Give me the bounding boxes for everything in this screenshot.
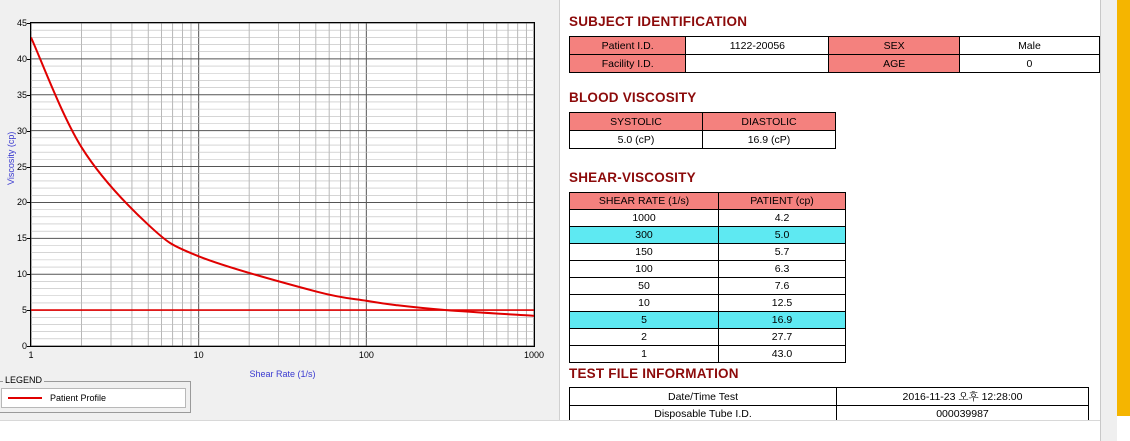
patient-cp-cell: 7.6	[719, 278, 846, 295]
sex-value: Male	[959, 37, 1099, 55]
subject-table	[569, 36, 1100, 73]
table-row	[570, 227, 846, 244]
y-tick-label: 10	[16, 269, 27, 280]
chart-series-line	[31, 37, 534, 315]
shear-viscosity-body	[570, 210, 846, 363]
tube-id-value: 000039987	[837, 406, 1089, 423]
facility-id-label: Facility I.D.	[570, 55, 686, 73]
table-row	[570, 55, 1100, 73]
legend-title: LEGEND	[5, 375, 43, 385]
date-time-test-label: Date/Time Test	[570, 388, 837, 406]
subject-section-title: SUBJECT IDENTIFICATION	[569, 14, 748, 29]
chart-legend	[0, 375, 191, 413]
right-edge-accent	[1117, 0, 1130, 416]
table-row	[570, 37, 1100, 55]
chart-plot-area	[16, 18, 545, 360]
table-row	[570, 346, 846, 363]
shear-rate-cell: 5	[570, 312, 719, 329]
age-label: AGE	[829, 55, 959, 73]
shear-rate-cell: 100	[570, 261, 719, 278]
patient-cp-cell: 5.7	[719, 244, 846, 261]
x-tick-label: 10	[193, 350, 204, 360]
subject-identification-block	[569, 14, 1100, 73]
legend-item-label: Patient Profile	[50, 393, 107, 403]
patient-cp-cell: 4.2	[719, 210, 846, 227]
y-tick-mark	[27, 95, 31, 96]
blood-viscosity-table	[569, 112, 836, 149]
shear-rate-cell: 300	[570, 227, 719, 244]
y-tick-mark	[27, 59, 31, 60]
blood-viscosity-block	[569, 90, 836, 149]
shear-rate-cell: 10	[570, 295, 719, 312]
sex-label: SEX	[829, 37, 959, 55]
table-row	[570, 388, 1089, 406]
table-row	[570, 210, 846, 227]
diastolic-value: 16.9 (cP)	[703, 131, 836, 149]
table-row	[570, 278, 846, 295]
bottom-strip	[0, 420, 1100, 441]
systolic-value: 5.0 (cP)	[570, 131, 703, 149]
table-row	[570, 244, 846, 261]
data-panel	[560, 0, 1100, 441]
y-tick-label: 40	[16, 53, 27, 64]
shear-rate-cell: 50	[570, 278, 719, 295]
chart-panel	[0, 0, 560, 420]
y-tick-mark	[27, 202, 31, 203]
shear-viscosity-block	[569, 170, 846, 363]
y-tick-label: 35	[16, 89, 27, 100]
patient-cp-cell: 16.9	[719, 312, 846, 329]
y-axis-label: Viscosity (cp)	[6, 131, 16, 185]
y-tick-label: 20	[16, 197, 27, 208]
y-tick-mark	[27, 346, 31, 347]
test-file-information-block	[569, 366, 1089, 423]
shear-viscosity-table	[569, 192, 846, 363]
patient-cp-header: PATIENT (cp)	[719, 193, 846, 210]
y-tick-label: 5	[21, 305, 27, 316]
table-header-row	[570, 193, 846, 210]
blood-viscosity-section-title: BLOOD VISCOSITY	[569, 90, 697, 105]
shear-rate-header: SHEAR RATE (1/s)	[570, 193, 719, 210]
age-value: 0	[959, 55, 1099, 73]
patient-id-value: 1122-20056	[686, 37, 829, 55]
table-row	[570, 312, 846, 329]
y-tick-label: 15	[16, 233, 27, 244]
shear-rate-cell: 150	[570, 244, 719, 261]
test-file-section-title: TEST FILE INFORMATION	[569, 366, 739, 381]
y-tick-mark	[27, 238, 31, 239]
shear-viscosity-section-title: SHEAR-VISCOSITY	[569, 170, 696, 185]
patient-cp-cell: 6.3	[719, 261, 846, 278]
patient-cp-cell: 43.0	[719, 346, 846, 363]
x-tick-label: 1	[28, 350, 34, 360]
scrollbar-track[interactable]	[1100, 0, 1117, 441]
patient-cp-cell: 12.5	[719, 295, 846, 312]
patient-cp-cell: 5.0	[719, 227, 846, 244]
y-tick-mark	[27, 131, 31, 132]
table-row	[570, 261, 846, 278]
shear-rate-cell: 1	[570, 346, 719, 363]
y-tick-mark	[27, 23, 31, 24]
chart-series-layer	[31, 23, 534, 346]
y-tick-label: 30	[16, 125, 27, 136]
table-header-row	[570, 113, 836, 131]
y-tick-mark	[27, 274, 31, 275]
legend-color-swatch	[8, 397, 42, 399]
y-tick-label: 45	[16, 18, 27, 28]
x-tick-label: 1000	[523, 350, 545, 360]
x-axis-label: Shear Rate (1/s)	[249, 369, 316, 379]
legend-item	[1, 388, 186, 408]
y-tick-label: 25	[16, 161, 27, 172]
shear-rate-cell: 1000	[570, 210, 719, 227]
patient-id-label: Patient I.D.	[570, 37, 686, 55]
table-row	[570, 131, 836, 149]
x-tick-label: 100	[358, 350, 374, 360]
test-file-table	[569, 387, 1089, 423]
table-row	[570, 329, 846, 346]
y-tick-mark	[27, 167, 31, 168]
systolic-header: SYSTOLIC	[570, 113, 703, 131]
shear-rate-cell: 2	[570, 329, 719, 346]
table-row	[570, 295, 846, 312]
patient-cp-cell: 27.7	[719, 329, 846, 346]
y-tick-mark	[27, 310, 31, 311]
date-time-test-value: 2016-11-23 오후 12:28:00	[837, 388, 1089, 406]
tube-id-label: Disposable Tube I.D.	[570, 406, 837, 423]
diastolic-header: DIASTOLIC	[703, 113, 836, 131]
y-tick-label: 0	[21, 341, 27, 351]
facility-id-value	[686, 55, 829, 73]
